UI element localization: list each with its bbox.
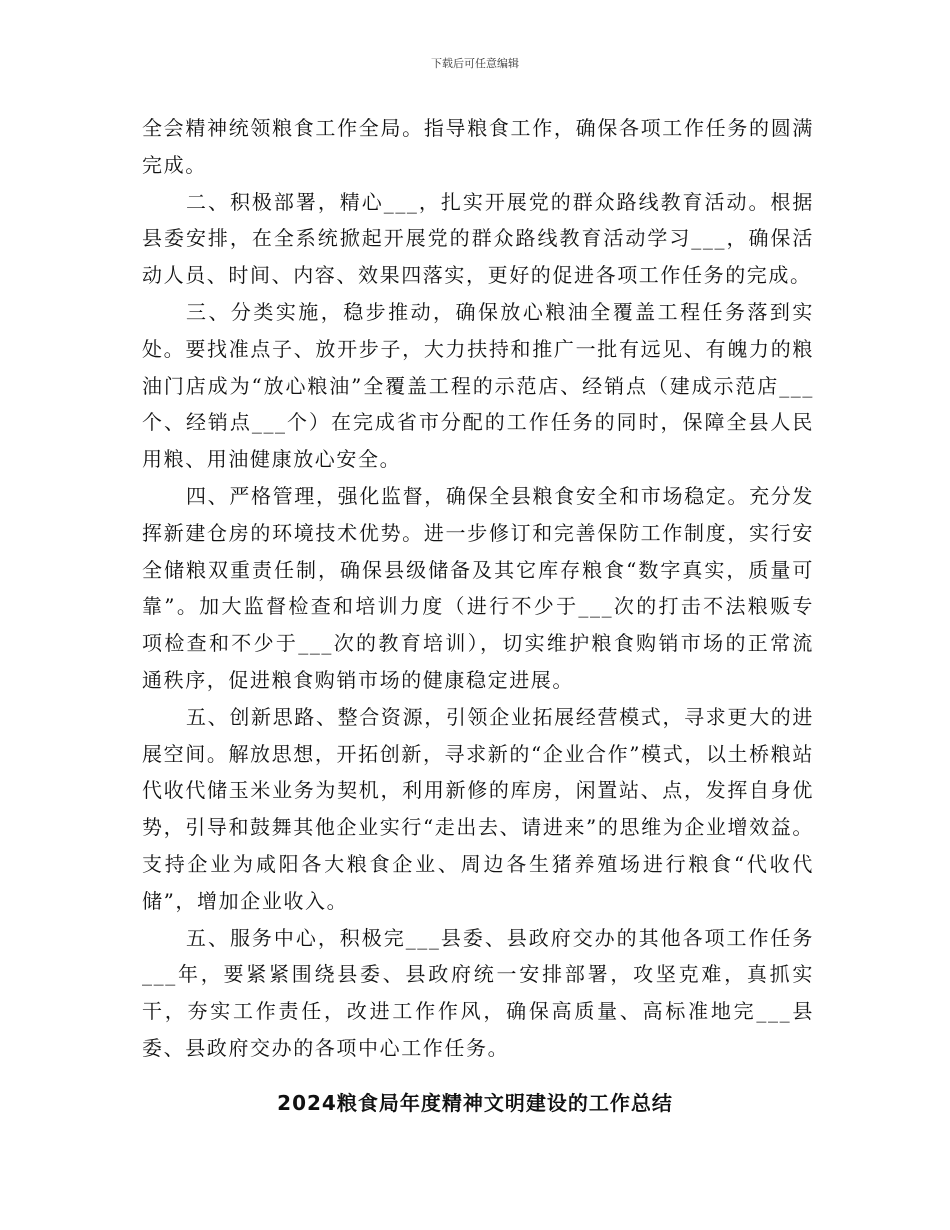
paragraph-item-6: 五、服务中心，积极完___县委、县政府交办的其他各项工作任务___年，要紧紧围绕县委、县政府统一安排部署，攻坚克难，真抓实干，夯实工作责任，改进工作作风，确保高质量、高标准地完___县委、县政府交办的各项中心工作任务。 [142,925,814,1060]
paragraph-item-2: 二、积极部署，精心___，扎实开展党的群众路线教育活动。根据县委安排，在全系统掀起开展党的群众路线教育活动学习___，确保活动人员、时间、内容、效果四落实，更好的促进各项工作任务的完成。 [142,189,814,288]
document-body [142,110,814,1067]
page-header-note: 下载后可任意编辑 [431,57,519,70]
paragraph-item-3: 三、分类实施，稳步推动，确保放心粮油全覆盖工程任务落到实处。要找准点子、放开步子，大力扶持和推广一批有远见、有魄力的粮油门店成为“放心粮油”全覆盖工程的示范店、经销点（建成示范店___个、经销点___个）在完成省市分配的工作任务的同时，保障全县人民用粮、用油健康放心安全。 [142,299,814,472]
document-title: 2024粮食局年度精神文明建设的工作总结 [277,1091,673,1115]
paragraph-continuation: 全会精神统领粮食工作全局。指导粮食工作，确保各项工作任务的圆满完成。 [142,116,814,177]
paragraph-item-4: 四、严格管理，强化监督，确保全县粮食安全和市场稳定。充分发挥新建仓房的环境技术优势。进一步修订和完善保防工作制度，实行安全储粮双重责任制，确保县级储备及其它库存粮食“数字真实，质量可靠”。加大监督检查和培训力度（进行不少于___次的打击不法粮贩专项检查和不少于___次的教育培训），切实维护粮食购销市场的正常流通秩序，促进粮食购销市场的健康稳定进展。 [142,483,814,692]
paragraph-item-5: 五、创新思路、整合资源，引领企业拓展经营模式，寻求更大的进展空间。解放思想，开拓创新，寻求新的“企业合作”模式，以土桥粮站代收代储玉米业务为契机，利用新修的库房，闲置站、点，发挥自身优势，引导和鼓舞其他企业实行“走出去、请进来”的思维为企业增效益。支持企业为咸阳各大粮食企业、周边各生猪养殖场进行粮食“代收代储”，增加企业收入。 [142,704,814,913]
